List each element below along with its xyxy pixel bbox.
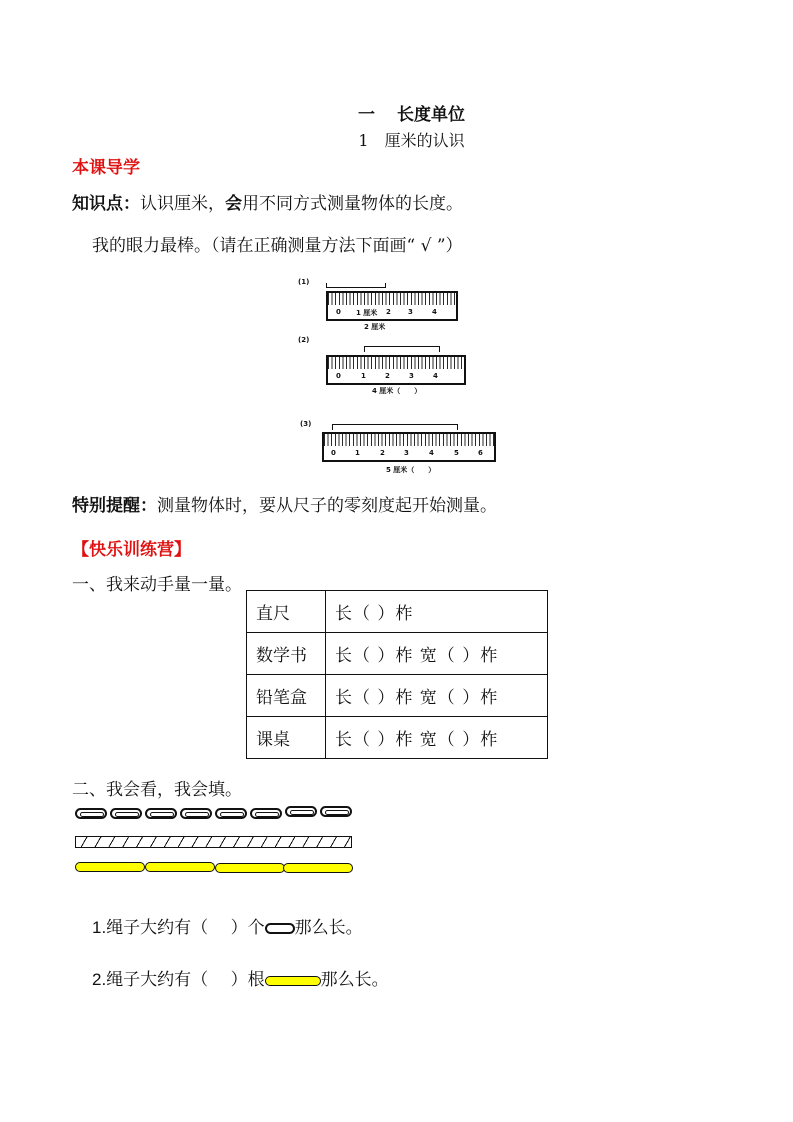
- pencil-icon: [215, 863, 285, 873]
- unit-prefix: 一: [358, 105, 375, 125]
- ruler-number: 4: [429, 449, 434, 457]
- table-cell-item: 课桌: [247, 717, 326, 759]
- question-text: 那么长。: [294, 918, 363, 938]
- unit-title: [0, 100, 793, 125]
- paperclip-icon: [180, 808, 212, 819]
- ruler-number: 3: [408, 308, 413, 316]
- ruler: [326, 355, 466, 385]
- ruler-figure-3: [298, 420, 498, 480]
- paperclip-icon: [285, 806, 317, 817]
- ruler: [322, 432, 496, 462]
- lesson-title-text: 厘米的认识: [384, 131, 465, 150]
- paperclip-icon: [320, 806, 352, 817]
- ruler-caption: 5 厘米（ ）: [386, 466, 436, 474]
- ruler-number: 6: [478, 449, 483, 457]
- table-row: [247, 675, 548, 717]
- question-text: 绳子大约有（ ）个: [106, 918, 265, 938]
- ruler-number: 0: [336, 372, 341, 380]
- measurement-table: [246, 590, 548, 759]
- pencil-icon: [145, 862, 215, 872]
- paperclip-icon: [145, 808, 177, 819]
- ruler-number: 0: [336, 308, 341, 316]
- measure-bracket: [332, 424, 458, 430]
- ruler-number: 3: [409, 372, 414, 380]
- table-cell-item: 数学书: [247, 633, 326, 675]
- knowledge-label: 知识点：: [72, 194, 140, 214]
- ruler-number: 0: [331, 449, 336, 457]
- knowledge-text: 认识厘米，: [140, 194, 225, 214]
- question-text: 绳子大约有（ ）根: [106, 970, 265, 990]
- ruler-number: 4: [433, 372, 438, 380]
- ruler-caption: 4 厘米（ ）: [372, 387, 422, 395]
- ruler: [326, 291, 458, 321]
- lesson-title: [0, 128, 793, 151]
- paperclip-icon: [250, 808, 282, 819]
- measure-bracket: [326, 283, 386, 288]
- ruler-label: (1): [298, 278, 310, 286]
- table-cell-value[interactable]: 长（ ）柞 宽（ ）柞: [326, 633, 548, 675]
- question-2: [92, 965, 389, 990]
- question-number: 1.: [92, 918, 107, 937]
- pencil-icon: [265, 976, 321, 986]
- ruler-number: 3: [404, 449, 409, 457]
- knowledge-bold: 会: [225, 194, 242, 214]
- knowledge-point: [72, 189, 463, 214]
- question-text: 那么长。: [320, 970, 389, 990]
- ruler-number: 1 厘米: [356, 309, 378, 317]
- ruler-number: 2: [380, 449, 385, 457]
- ruler-number: 4: [432, 308, 437, 316]
- rope-icon: [75, 836, 352, 848]
- practice-heading: 【快乐训练营】: [72, 540, 191, 560]
- section1-title: 一、我来动手量一量。: [72, 575, 242, 595]
- guide-heading: 本课导学: [72, 158, 140, 178]
- knowledge-text-2: 用不同方式测量物体的长度。: [242, 194, 463, 214]
- reminder-label: 特别提醒：: [72, 496, 157, 516]
- table-cell-value[interactable]: 长（ ）柞: [326, 591, 548, 633]
- reminder-text: 测量物体时，要从尺子的零刻度起开始测量。: [157, 496, 497, 516]
- ruler-label: (2): [298, 336, 310, 344]
- table-cell-value[interactable]: 长（ ）柞 宽（ ）柞: [326, 675, 548, 717]
- special-reminder: [72, 491, 497, 516]
- question-number: 2.: [92, 970, 107, 989]
- paperclip-icon: [265, 923, 295, 934]
- ruler-caption: 2 厘米: [364, 323, 386, 331]
- table-cell-item: 铅笔盒: [247, 675, 326, 717]
- paperclip-chain: [75, 808, 355, 822]
- ruler-number: 5: [454, 449, 459, 457]
- table-cell-value[interactable]: 长（ ）柞 宽（ ）柞: [326, 717, 548, 759]
- ruler-label: (3): [300, 420, 312, 428]
- table-row: [247, 633, 548, 675]
- table-row: [247, 591, 548, 633]
- measure-bracket: [364, 346, 440, 352]
- question-1: [92, 913, 363, 938]
- pencil-icon: [283, 863, 353, 873]
- table-cell-item: 直尺: [247, 591, 326, 633]
- paperclip-icon: [110, 808, 142, 819]
- pencil-icon: [75, 862, 145, 872]
- table-row: [247, 717, 548, 759]
- lesson-number: 1: [358, 131, 369, 150]
- ruler-figure-1: [298, 278, 498, 333]
- eye-task: 我的眼力最棒。（请在正确测量方法下面画“ √ ”）: [92, 236, 463, 256]
- paperclip-icon: [75, 808, 107, 819]
- ruler-number: 1: [361, 372, 366, 380]
- unit-title-text: 长度单位: [397, 105, 465, 125]
- section2-title: 二、我会看，我会填。: [72, 780, 242, 800]
- pencil-chain: [75, 862, 355, 874]
- paperclip-icon: [215, 808, 247, 819]
- ruler-number: 2: [385, 372, 390, 380]
- ruler-number: 1: [355, 449, 360, 457]
- ruler-number: 2: [386, 308, 391, 316]
- ruler-figure-2: [298, 336, 498, 396]
